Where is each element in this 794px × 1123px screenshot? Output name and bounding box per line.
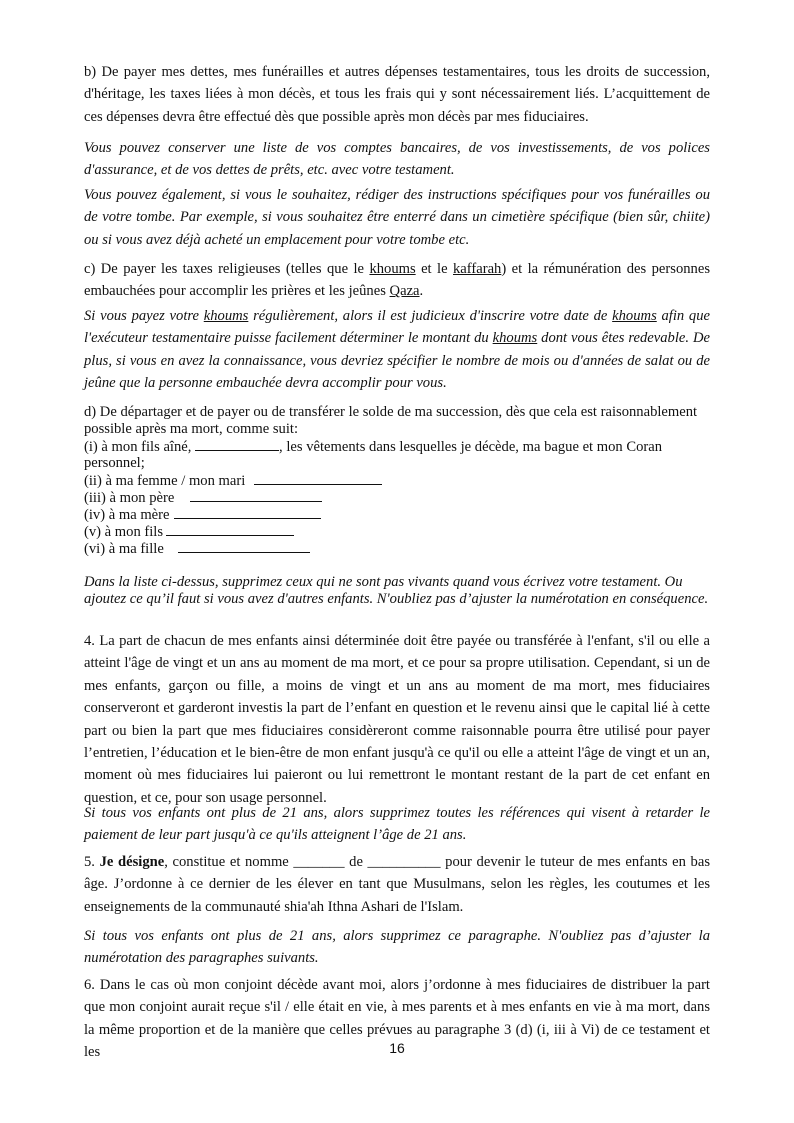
list-item-ii: (ii) à ma femme / mon mari	[84, 472, 382, 490]
blank-field-father[interactable]	[190, 489, 322, 502]
blank-field-daughter[interactable]	[178, 540, 310, 553]
list-item-i-cont: personnel;	[84, 455, 145, 471]
paragraph-4: 4. La part de chacun de mes enfants ainsi déterminée doit être payée ou transférée à l'enfant, s'il ou elle a atteint l'âge de vingt et un ans au moment de ma mort, et ce pour sa propre utilisation. Cependant, si un de mes enfants, garçon ou fille, a moins de vingt et un ans au moment de ma mort, mes fiduciaires conserveront et garderont investis la part de l’enfant en question et le revenu ainsi que le capital lié à cette part ou bien la part que mes fiduciaires considèreront comme raisonnable pourra être utilisé pour payer l’entretien, l’éducation et le bien-être de mon enfant jusqu'à ce qu'il ou elle a atteint l'âge de vingt et un an, moment où mes fiduciaires lui paieront ou lui remettront le montant restant de la part de cet enfant en question, et ce, pour son usage personnel.	[84, 633, 710, 806]
list-item-iii: (iii) à mon père	[84, 489, 322, 507]
note-accounts: Vous pouvez conserver une liste de vos comptes bancaires, de vos investissements, de vos polices d'assurance, et de vos dettes de prêts, etc. avec votre testament.	[84, 140, 710, 179]
note-khoums: Si vous payez votre khoums régulièrement, alors il est judicieux d'inscrire votre date de khoums afin que l'exécuteur testamentaire puisse facilement déterminer le montant du khoums dont vous êtes redevable. De plus, si vous en avez la connaissance, vous devriez spécifier le nombre de mois ou d'années de salat ou de jeûne que la personne embauchée devra accomplir pour vous.	[84, 308, 711, 392]
note-funeral: Vous pouvez également, si vous le souhaitez, rédiger des instructions spécifiques pour vos funérailles ou de votre tombe. Par exemple, si vous souhaitez être enterré dans un cimetière spécifique (bien sûr, chiite) ou si vous avez déjà acheté un emplacement pour votre tombe etc.	[84, 187, 710, 248]
blank-field-son[interactable]	[166, 523, 294, 536]
paragraph-c: c) De payer les taxes religieuses (telles que le khoums et le kaffarah) et la rémunération des personnes embauchées pour accomplir les prières et les jeûnes Qaza.	[84, 261, 710, 300]
blank-field-mother[interactable]	[174, 506, 321, 519]
list-item-i: (i) à mon fils aîné, , les vêtements dans lesquelles je décède, ma bague et mon Coran	[84, 439, 663, 455]
list-item-v: (v) à mon fils	[84, 523, 294, 541]
blank-field-spouse[interactable]	[254, 472, 382, 485]
blank-field-eldest-son[interactable]	[195, 438, 279, 451]
page-number: 16	[389, 1040, 405, 1056]
term-qaza: Qaza	[389, 283, 420, 300]
list-item-vi: (vi) à ma fille	[84, 540, 310, 558]
paragraph-5: 5. Je désigne, constitue et nomme _______ de __________ pour devenir le tuteur de mes enfants en bas âge. J’ordonne à ce dernier de les élever en tant que Musulmans, selon les règles, les coutumes et les enseignements de la communauté shia'ah Ithna Ashari de l'Islam.	[84, 854, 710, 915]
term-khoums: khoums	[369, 261, 416, 277]
note-paragraph-5: Si tous vos enfants ont plus de 21 ans, alors supprimez ce paragraphe. N'oubliez pas d’ajuster la numérotation des paragraphes suivants.	[84, 928, 710, 967]
list-item-iv: (iv) à ma mère	[84, 506, 321, 524]
note-21: Si tous vos enfants ont plus de 21 ans, alors supprimez toutes les références qui visent à retarder le paiement de leur part jusqu'à ce qu'ils atteignent l’âge de 21 ans.	[84, 805, 710, 844]
paragraph-b: b) De payer mes dettes, mes funérailles et autres dépenses testamentaires, tous les droits de succession, d'héritage, les taxes liées à mon décès, et tous les frais qui y sont nécessairement liés. L’acquittement de ces dépenses devra être effectué dès que possible après mon décès par mes fiduciaires.	[84, 64, 710, 125]
paragraph-6: 6. Dans le cas où mon conjoint décède avant moi, alors j’ordonne à mes fiduciaires de distribuer la part que mon conjoint aurait reçue s'il / elle était en vie, à mes parents et à mes enfants en vie à ma mort, dans la même proportion et de la manière que celles prévues au paragraphe 3 (d) (i, iii à Vi) de ce testament et les	[84, 977, 710, 1061]
bold-designation: Je désigne	[99, 854, 165, 870]
paragraph-d-intro: d) De départager et de payer ou de transférer le solde de ma succession, dès que cela est raisonnablement possible après ma mort, comme suit:	[84, 404, 698, 437]
note-list: Dans la liste ci-dessus, supprimez ceux qui ne sont pas vivants quand vous écrivez votre testament. Ou ajoutez ce qu’il faut si vous avez d'autres enfants. N'oubliez pas d’ajuster la numérotation en conséquence.	[84, 574, 709, 607]
term-kaffarah: kaffarah	[453, 261, 502, 277]
